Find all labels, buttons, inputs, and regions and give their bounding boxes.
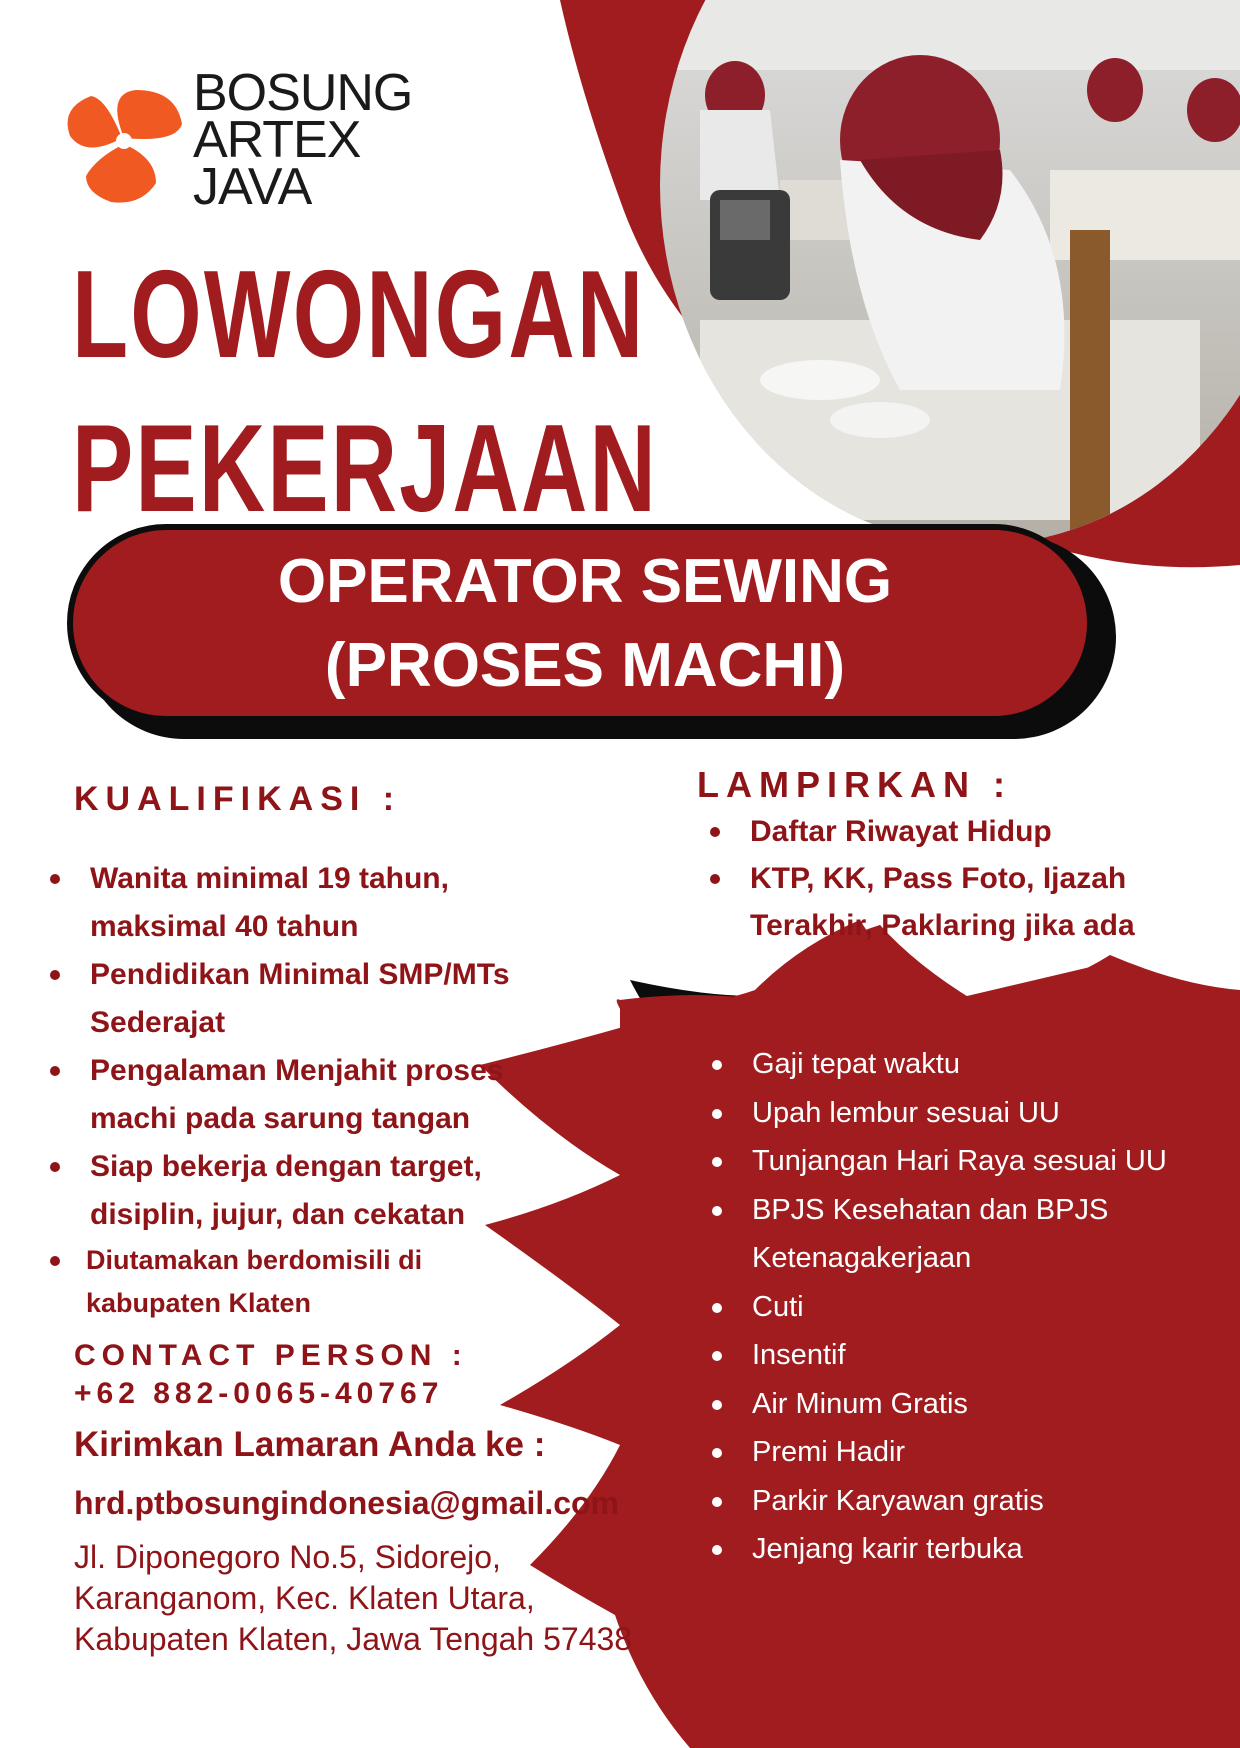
send-application-label: Kirimkan Lamaran Anda ke : bbox=[74, 1425, 546, 1464]
benefit-item: Premi Hadir bbox=[712, 1428, 1212, 1477]
benefit-item: BPJS Kesehatan dan BPJS Ketenagakerjaan bbox=[712, 1186, 1152, 1283]
headline-line-1: LOWONGAN bbox=[72, 246, 646, 384]
benefit-item: Gaji tepat waktu bbox=[712, 1040, 1212, 1089]
qualification-item: Pengalaman Menjahit proses machi pada sarung tangan bbox=[50, 1047, 560, 1143]
job-title-line-1: OPERATOR SEWING bbox=[277, 547, 893, 616]
benefit-item: Jenjang karir terbuka bbox=[712, 1525, 1212, 1574]
job-title-line-2: (PROSES MACHI) bbox=[324, 631, 846, 700]
qualification-item: Diutamakan berdomisili di kabupaten Klaten bbox=[50, 1239, 476, 1325]
qualification-item: Siap bekerja dengan target, disiplin, jujur, dan cekatan bbox=[50, 1143, 560, 1239]
logo-line-1: BOSUNG bbox=[193, 64, 413, 122]
benefit-item: Parkir Karyawan gratis bbox=[712, 1477, 1212, 1526]
attachment-item: Daftar Riwayat Hidup bbox=[710, 808, 1190, 855]
contact-phone[interactable]: +62 882-0065-40767 bbox=[74, 1377, 444, 1410]
job-title bbox=[70, 540, 1100, 708]
attachments-label: LAMPIRKAN : bbox=[697, 764, 1012, 805]
benefit-item: Air Minum Gratis bbox=[712, 1380, 1212, 1429]
logo-line-3: JAVA bbox=[193, 158, 312, 216]
logo-line-2: ARTEX bbox=[193, 111, 361, 169]
qualification-item: Pendidikan Minimal SMP/MTs Sederajat bbox=[50, 951, 560, 1047]
contact-person-label: CONTACT PERSON : bbox=[74, 1339, 468, 1372]
benefit-item: Upah lembur sesuai UU bbox=[712, 1089, 1212, 1138]
email-link[interactable]: hrd.ptbosungindonesia@gmail.com bbox=[74, 1485, 619, 1521]
benefit-item: Cuti bbox=[712, 1283, 1212, 1332]
headline bbox=[72, 238, 658, 546]
qualifications-label: KUALIFIKASI : bbox=[74, 780, 402, 818]
qualification-item: Wanita minimal 19 tahun, maksimal 40 tahun bbox=[50, 855, 520, 951]
qualifications-list bbox=[50, 855, 590, 1325]
benefits-list bbox=[712, 1040, 1212, 1574]
benefit-item: Insentif bbox=[712, 1331, 1212, 1380]
tri-petal-logo-icon bbox=[66, 88, 186, 206]
address-text: Jl. Diponegoro No.5, Sidorejo, Karanganom, Kec. Klaten Utara, Kabupaten Klaten, Jawa Tengah 57438 bbox=[74, 1539, 633, 1657]
benefit-item: Tunjangan Hari Raya sesuai UU bbox=[712, 1137, 1212, 1186]
attachments-list bbox=[710, 808, 1190, 949]
brand-logo-text bbox=[193, 64, 453, 216]
factory-photo bbox=[640, 0, 1240, 560]
headline-line-2: PEKERJAAN bbox=[72, 400, 658, 538]
attachment-item: KTP, KK, Pass Foto, Ijazah Terakhir, Paklaring jika ada bbox=[710, 855, 1190, 949]
